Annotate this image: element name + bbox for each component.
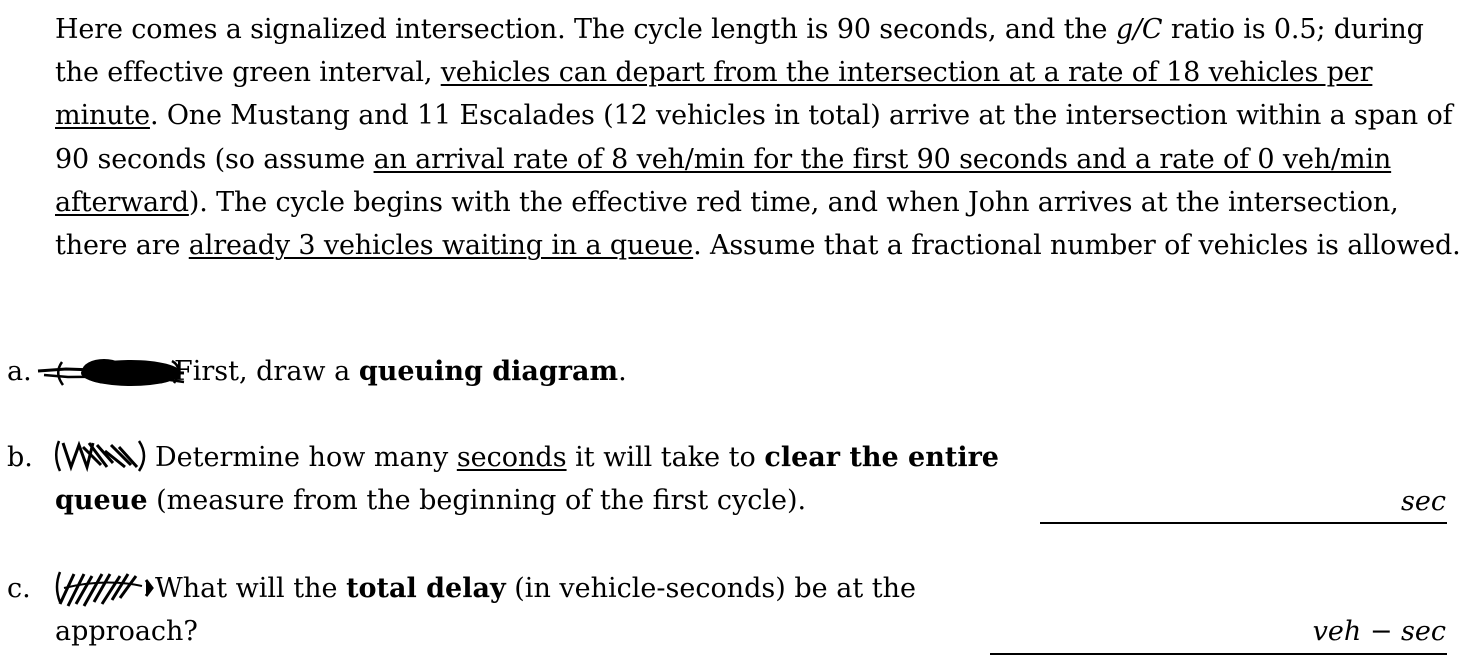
- question-b-text-3: (measure from the beginning of the first cycle).: [147, 485, 807, 516]
- question-b-text-2: it will take to: [566, 442, 765, 473]
- problem-statement: [55, 8, 1465, 267]
- question-c-label: c.: [7, 573, 31, 604]
- queue-underlined: already 3 vehicles waiting in a queue: [188, 230, 694, 262]
- queuing-diagram-bold: queuing diagram: [358, 356, 619, 387]
- answer-c-blank-line[interactable]: [990, 653, 1447, 655]
- question-b-line-1: [155, 436, 999, 479]
- total-delay-bold: total delay: [346, 573, 506, 604]
- question-b-text-1: Determine how many: [155, 442, 457, 473]
- answer-b-unit: sec: [1401, 486, 1446, 517]
- question-a-label: a.: [7, 356, 32, 387]
- answer-c-unit: veh − sec: [1312, 616, 1446, 647]
- redacted-points-scribble-a: [36, 356, 186, 390]
- answer-b-blank-line[interactable]: [1040, 522, 1447, 524]
- arrival-rate-underlined: an arrival rate of 8 veh/min for the first 90 seconds and a rate of 0 veh/min afterward: [55, 143, 1392, 218]
- question-a-text: [174, 350, 627, 393]
- queue-bold: queue: [55, 485, 148, 516]
- question-c-text-2: (in vehicle-seconds) be at the: [505, 573, 916, 604]
- problem-text-5: . Assume that a fractional number of vehicles is allowed.: [693, 230, 1461, 262]
- problem-text-1: Here comes a signalized intersection. The cycle length is 90 seconds, and the: [55, 14, 1116, 45]
- redacted-points-scribble-c: [54, 568, 154, 608]
- problem-text-2: ratio is 0.5; during the effective green interval,: [55, 14, 1424, 89]
- question-a-text-1: First, draw a: [174, 356, 359, 387]
- clear-entire-bold: clear the entire: [764, 442, 999, 473]
- departure-rate-underlined: vehicles can depart from the intersection at a rate of 18 vehicles per minute: [55, 57, 1373, 132]
- question-a-text-2: .: [618, 356, 627, 387]
- gc-ratio-symbol: g/C: [1115, 14, 1163, 45]
- question-b-line-2: [55, 479, 806, 522]
- question-c-line-1: [155, 567, 916, 610]
- question-c-text-1: What will the: [155, 573, 347, 604]
- question-c-line-2: approach?: [55, 616, 198, 647]
- seconds-underlined: seconds: [456, 442, 567, 473]
- problem-text-3: . One Mustang and 11 Escalades (12 vehicles in total) arrive at the intersection within a span of 90 seconds (so assume: [55, 100, 1453, 175]
- redacted-points-scribble-b: [53, 437, 149, 475]
- problem-text-4: ). The cycle begins with the effective red time, and when John arrives at the intersection, there are: [55, 186, 1399, 262]
- question-b-label: b.: [7, 442, 33, 473]
